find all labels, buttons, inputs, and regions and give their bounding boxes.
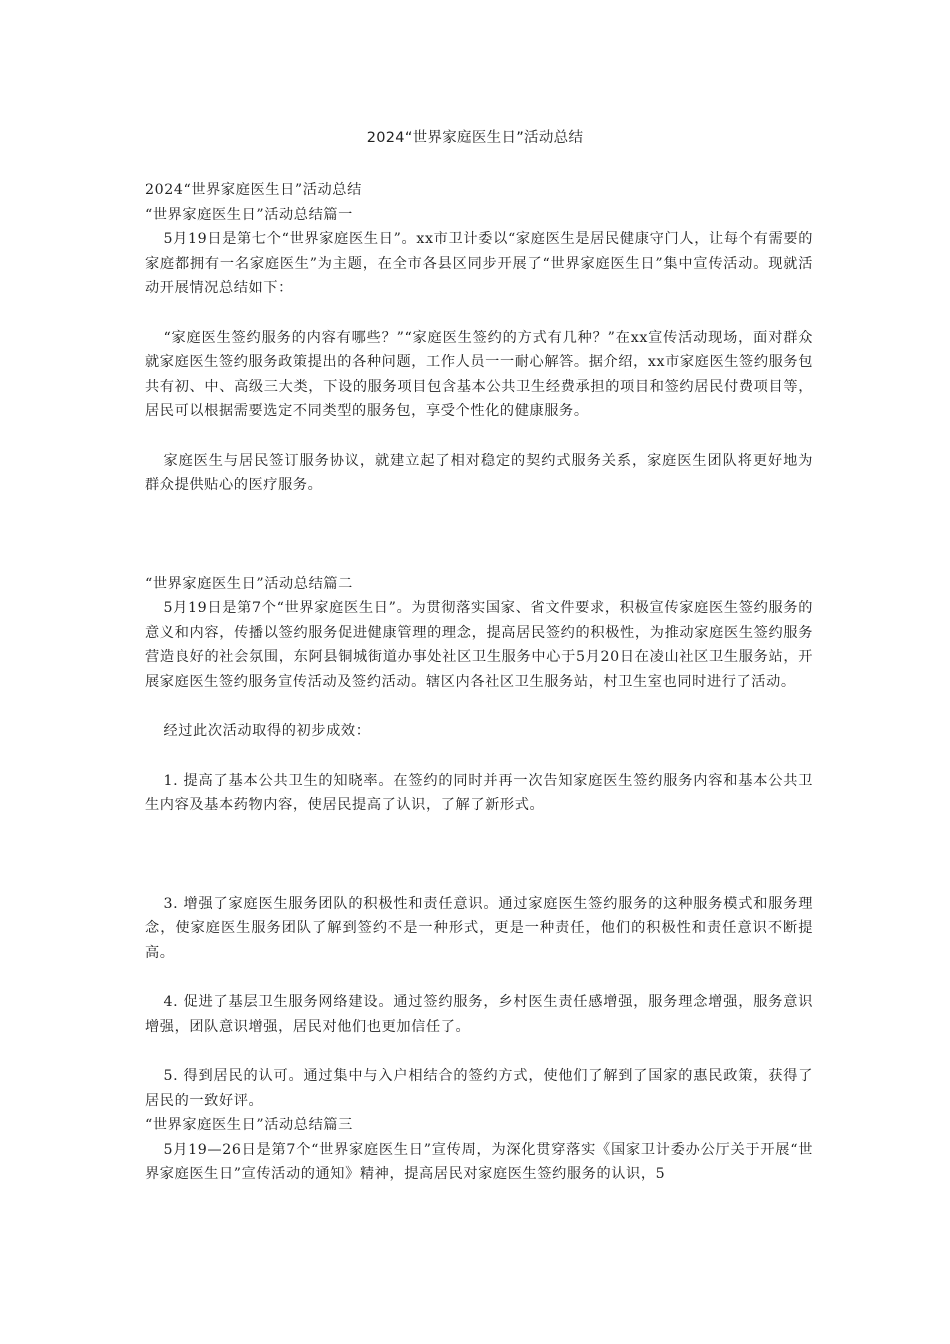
body-heading: 2024“世界家庭医生日”活动总结 xyxy=(145,182,362,198)
list-item: 3. 增强了家庭医生服务团队的积极性和责任意识。通过家庭医生签约服务的这种服务模式和服务理念，使家庭医生服务团队了解到签约不是一种形式，更是一种责任，他们的积极性和责任意识不断提高。 xyxy=(145,895,813,961)
paragraph: 5月19—26日是第7个“世界家庭医生日”宣传周，为深化贯穿落实《国家卫计委办公厅关于开展“世界家庭医生日”宣传活动的通知》精神，提高居民对家庭医生签约服务的认识，5 xyxy=(145,1141,813,1182)
document-body xyxy=(145,178,813,1187)
document-title: 2024“世界家庭医生日”活动总结 xyxy=(366,130,584,146)
paragraph: “家庭医生签约服务的内容有哪些？”“家庭医生签约的方式有几种？”在xx宣传活动现场，面对群众就家庭医生签约服务政策提出的各种问题，工作人员一一耐心解答。据介绍，xx市家庭医生签约服务包共有初、中、高级三大类，下设的服务项目包含基本公共卫生经费承担的项目和签约居民付费项目等，居民可以根据需要选定不同类型的服务包，享受个性化的健康服务。 xyxy=(145,329,813,419)
section-heading-1: “世界家庭医生日”活动总结篇一 xyxy=(145,206,353,223)
list-item: 4. 促进了基层卫生服务网络建设。通过签约服务，乡村医生责任感增强，服务理念增强，服务意识增强，团队意识增强，居民对他们也更加信任了。 xyxy=(145,994,813,1035)
list-item: 5. 得到居民的认可。通过集中与入户相结合的签约方式，使他们了解到了国家的惠民政策，获得了居民的一致好评。 xyxy=(145,1068,813,1109)
paragraph: 经过此次活动取得的初步成效： xyxy=(163,723,371,739)
list-item: 1. 提高了基本公共卫生的知晓率。在签约的同时并再一次告知家庭医生签约服务内容和基本公共卫生内容及基本药物内容，使居民提高了认识，了解了新形式。 xyxy=(145,772,813,813)
section-heading-3: “世界家庭医生日”活动总结篇三 xyxy=(145,1117,353,1133)
paragraph: 5月19日是第七个“世界家庭医生日”。xx市卫计委以“家庭医生是居民健康守门人，让每个有需要的家庭都拥有一名家庭医生”为主题，在全市各县区同步开展了“世界家庭医生日”集中宣传活动。现就活动开展情况总结如下： xyxy=(145,231,813,296)
paragraph: 5月19日是第7个“世界家庭医生日”。为贯彻落实国家、省文件要求，积极宣传家庭医生签约服务的意义和内容，传播以签约服务促进健康管理的理念，提高居民签约的积极性，为推动家庭医生签约服务营造良好的社会氛围，东阿县铜城街道办事处社区卫生服务中心于5月20日在凌山社区卫生服务站，开展家庭医生签约服务宣传活动及签约活动。辖区内各社区卫生服务站，村卫生室也同时进行了活动。 xyxy=(145,600,813,690)
paragraph: 家庭医生与居民签订服务协议，就建立起了相对稳定的契约式服务关系，家庭医生团队将更好地为群众提供贴心的医疗服务。 xyxy=(145,452,813,493)
section-heading-2: “世界家庭医生日”活动总结篇二 xyxy=(145,575,353,592)
